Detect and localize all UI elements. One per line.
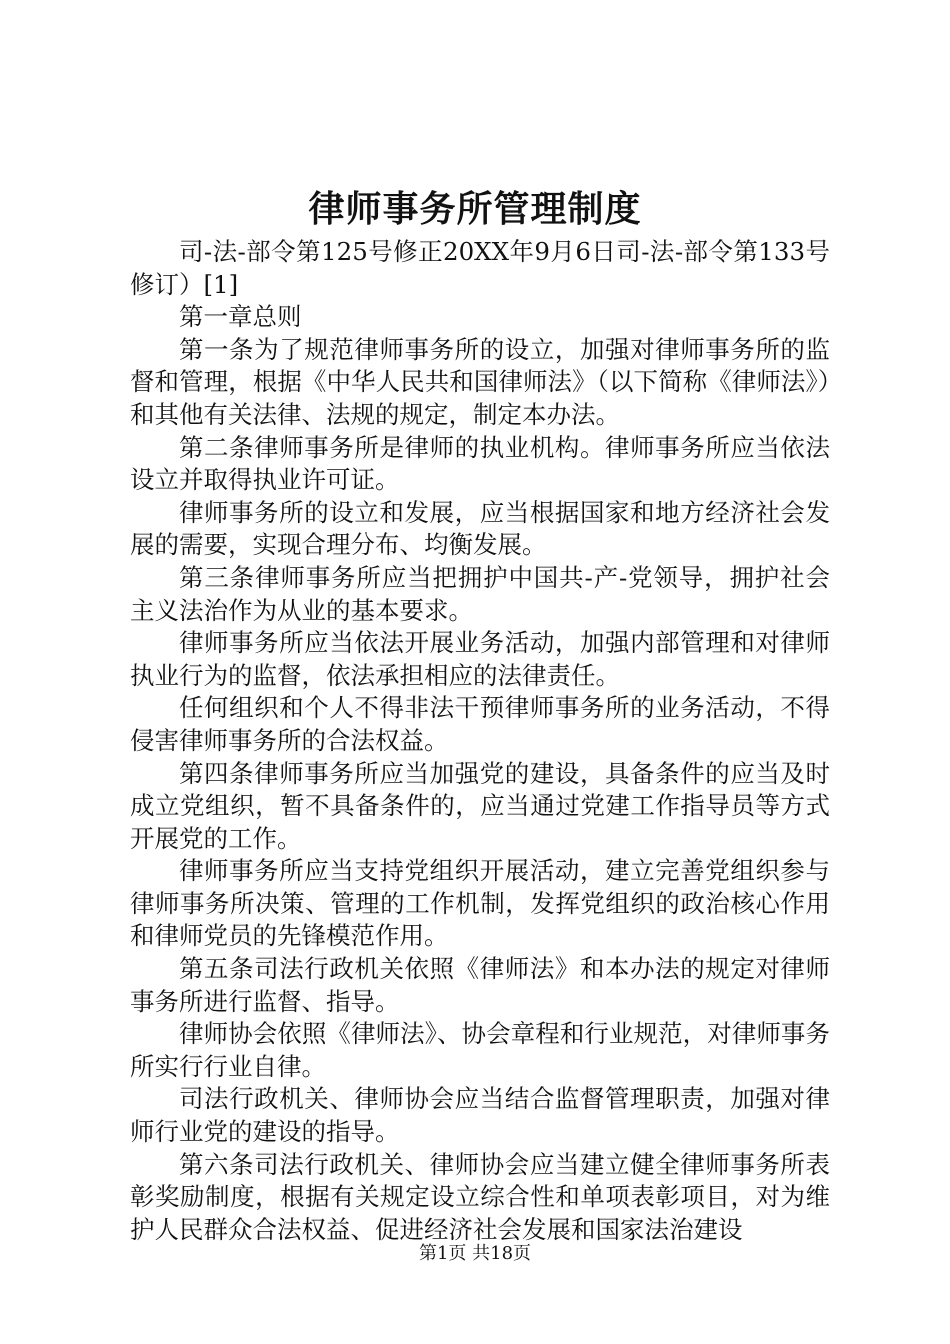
paragraph: 第五条司法行政机关依照《律师法》和本办法的规定对律师事务所进行监督、指导。 (130, 954, 830, 1016)
paragraph: 律师事务所应当依法开展业务活动，加强内部管理和对律师执业行为的监督，依法承担相应的法律责任。 (130, 628, 830, 690)
paragraph: 任何组织和个人不得非法干预律师事务所的业务活动，不得侵害律师事务所的合法权益。 (130, 693, 830, 755)
page-number-footer: 第1页 共18页 (418, 1243, 532, 1264)
paragraph: 律师事务所的设立和发展，应当根据国家和地方经济社会发展的需要，实现合理分布、均衡发展。 (130, 497, 830, 560)
document-body (130, 236, 830, 1246)
paragraph: 第三条律师事务所应当把拥护中国共-产-党领导，拥护社会主义法治作为从业的基本要求。 (130, 562, 830, 625)
paragraph: 第六条司法行政机关、律师协会应当建立健全律师事务所表彰奖励制度，根据有关规定设立综合性和单项表彰项目，对为维护人民群众合法权益、促进经济社会发展和国家法治建设 (130, 1149, 830, 1244)
paragraph: 律师协会依照《律师法》、协会章程和行业规范，对律师事务所实行行业自律。 (130, 1019, 830, 1081)
paragraph: 司法行政机关、律师协会应当结合监督管理职责，加强对律师行业党的建设的指导。 (130, 1084, 830, 1147)
paragraph: 司-法-部令第125号修正20XX年9月6日司-法-部令第133号修订）[1] (130, 237, 830, 299)
paragraph: 律师事务所应当支持党组织开展活动，建立完善党组织参与律师事务所决策、管理的工作机制，发挥党组织的政治核心作用和律师党员的先锋模范作用。 (130, 856, 830, 951)
document-title: 律师事务所管理制度 (308, 188, 642, 230)
chapter-heading: 第一章总则 (179, 302, 302, 332)
paragraph: 第一条为了规范律师事务所的设立，加强对律师事务所的监督和管理，根据《中华人民共和国律师法》（以下简称《律师法》）和其他有关法律、法规的规定，制定本办法。 (130, 334, 830, 429)
paragraph: 第二条律师事务所是律师的执业机构。律师事务所应当依法设立并取得执业许可证。 (130, 432, 830, 495)
paragraph: 第四条律师事务所应当加强党的建设，具备条件的应当及时成立党组织，暂不具备条件的，应当通过党建工作指导员等方式开展党的工作。 (130, 758, 830, 853)
